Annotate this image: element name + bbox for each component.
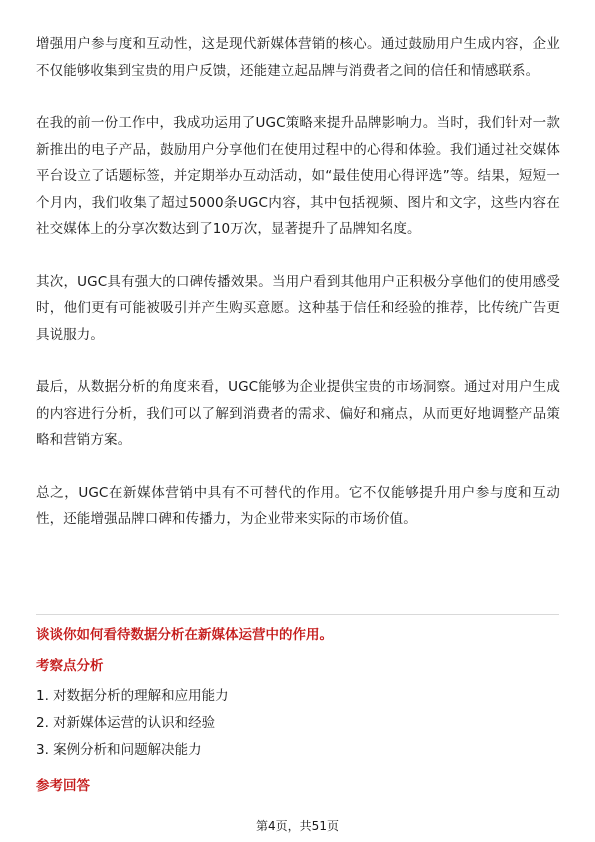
body-paragraph: 其次，UGC具有强大的口碑传播效果。当用户看到其他用户正积极分享他们的使用感受时，他们更有可能被吸引并产生购买意愿。这种基于信任和经验的推荐，比传统广告更具说服力。 — [36, 273, 560, 343]
list-item: 2. 对新媒体运营的认识和经验 — [36, 715, 216, 731]
answer-heading: 参考回答 — [36, 778, 90, 794]
body-paragraph: 增强用户参与度和互动性，这是现代新媒体营销的核心。通过鼓励用户生成内容，企业不仅能够收集到宝贵的用户反馈，还能建立起品牌与消费者之间的信任和情感联系。 — [36, 36, 560, 79]
answer-body — [36, 31, 560, 533]
list-item: 3. 案例分析和问题解决能力 — [36, 742, 202, 758]
section-divider — [36, 614, 559, 615]
body-paragraph: 最后，从数据分析的角度来看，UGC能够为企业提供宝贵的市场洞察。通过对用户生成的内容进行分析，我们可以了解到消费者的需求、偏好和痛点，从而更好地调整产品策略和营销方案。 — [36, 379, 560, 448]
list-item: 1. 对数据分析的理解和应用能力 — [36, 688, 229, 704]
analysis-heading: 考察点分析 — [36, 658, 104, 674]
page-footer: 第4页，共51页 — [256, 819, 339, 833]
question-title: 谈谈你如何看待数据分析在新媒体运营中的作用。 — [36, 627, 333, 643]
body-paragraph: 总之，UGC在新媒体营销中具有不可替代的作用。它不仅能够提升用户参与度和互动性，还能增强品牌口碑和传播力，为企业带来实际的市场价值。 — [36, 484, 560, 527]
body-paragraph: 在我的前一份工作中，我成功运用了UGC策略来提升品牌影响力。当时，我们针对一款新推出的电子产品，鼓励用户分享他们在使用过程中的心得和体验。我们通过社交媒体平台设立了话题标签，并定期举办互动活动，如“最佳使用心得评选”等。结果，短短一个月内，我们收集了超过5000条UGC内容，其中包括视频、图片和文字，这些内容在社交媒体上的分享次数达到了10万次，显著提升了品牌知名度。 — [36, 115, 560, 237]
analysis-point-list — [36, 683, 229, 764]
